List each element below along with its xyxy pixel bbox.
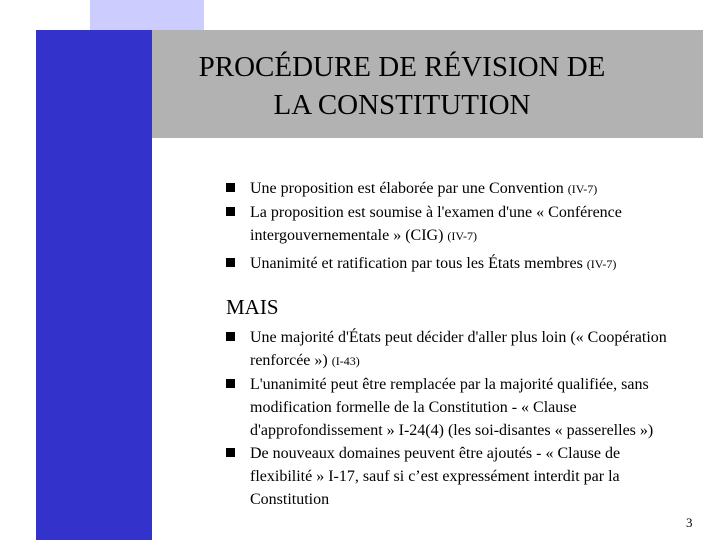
square-bullet-icon [226, 207, 235, 216]
article-reference: (IV-7) [567, 182, 598, 196]
slide-title [152, 48, 652, 124]
square-bullet-icon [226, 448, 235, 457]
article-reference: (IV-7) [586, 257, 617, 271]
exceptions-list [226, 326, 676, 511]
list-item [226, 442, 676, 511]
list-item-text: Unanimité et ratification par tous les États membres [250, 255, 583, 272]
list-item [226, 326, 676, 373]
page-number: 3 [686, 515, 693, 530]
list-item-text: Une proposition est élaborée par une Convention [250, 180, 564, 197]
square-bullet-icon [226, 379, 235, 388]
list-item-text: De nouveaux domaines peuvent être ajoutés - « Clause de flexibilité » I-17, sauf si c’est expressément interdit par la Constitution [250, 445, 621, 508]
list-item-text: La proposition est soumise à l'examen d'une « Conférence intergouvernementale » (CIG) [250, 204, 622, 244]
square-bullet-icon [226, 332, 235, 341]
section-heading-mais: MAIS [226, 295, 279, 319]
slide-title-line-1: PROCÉDURE DE RÉVISION DE [198, 51, 606, 83]
article-reference: (IV-7) [447, 229, 477, 243]
list-item [226, 201, 676, 248]
decorative-dark-block [36, 30, 152, 540]
square-bullet-icon [226, 183, 235, 192]
list-item [226, 252, 676, 276]
list-item-text: L'unanimité peut être remplacée par la majorité qualifiée, sans modification formelle de la Constitution - « Clause d'approfondissement » I-24(4) (les soi-disantes « passerelles ») [250, 376, 654, 439]
list-item [226, 177, 676, 201]
slide-title-line-2: LA CONSTITUTION [273, 89, 531, 121]
article-reference: (I-43) [331, 354, 360, 368]
procedure-list [226, 177, 676, 276]
list-item [226, 373, 676, 442]
square-bullet-icon [226, 258, 235, 267]
list-item-text: Une majorité d'États peut décider d'aller plus loin (« Coopération renforcée ») [250, 329, 667, 369]
